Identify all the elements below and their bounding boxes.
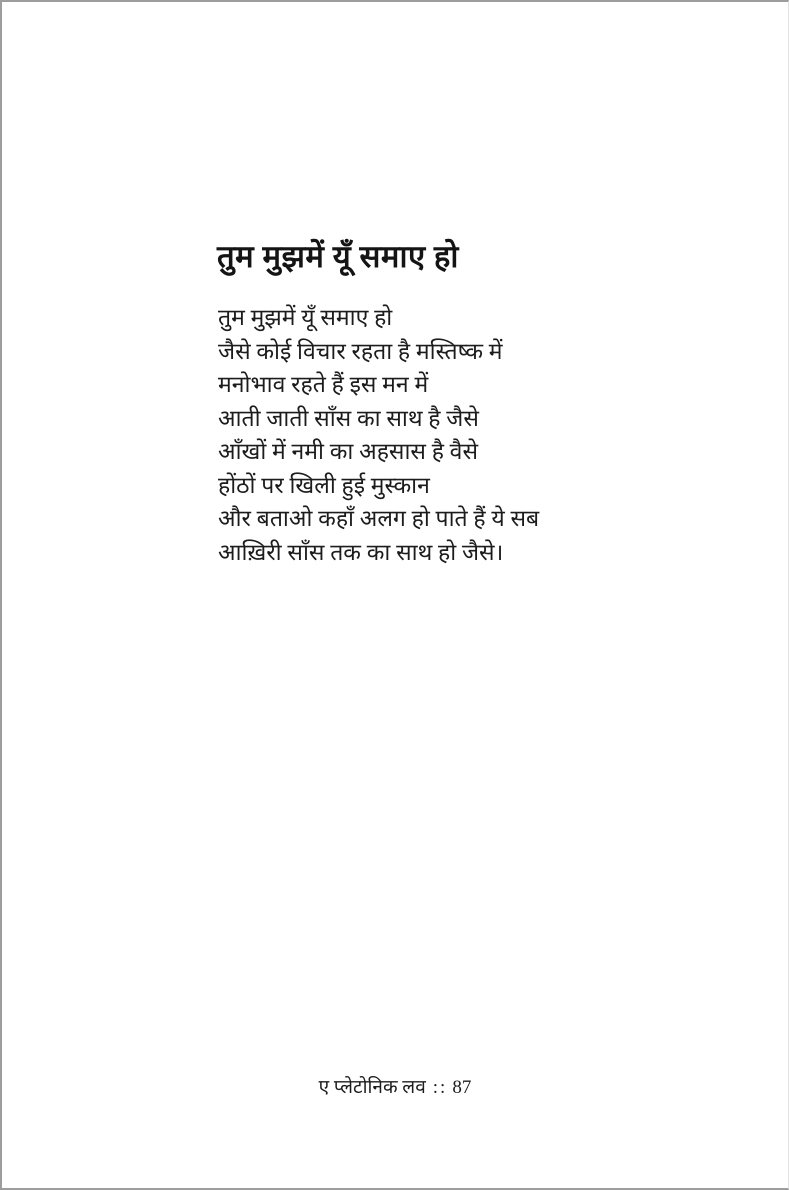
- page-footer: [2, 1073, 788, 1099]
- poem-body: [218, 301, 539, 569]
- poem-line: आती जाती साँस का साथ है जैसे: [218, 405, 479, 431]
- poem-line: जैसे कोई विचार रहता है मस्तिष्क में: [218, 338, 503, 364]
- poem-line: और बताओ कहाँ अलग हो पाते हैं ये सब: [218, 506, 540, 531]
- poem-line: आख़िरी साँस तक का साथ हो जैसे।: [218, 539, 504, 565]
- poem-line: आँखों में नमी का अहसास है वैसे: [218, 439, 479, 464]
- poem-title: तुम मुझमें यूँ समाए हो: [217, 239, 459, 274]
- poem-line: मनोभाव रहते हैं इस मन में: [218, 372, 429, 397]
- footer-page-number: 87: [452, 1077, 472, 1098]
- poem-line: तुम मुझमें यूँ समाए हो: [218, 305, 393, 330]
- footer-book-title: ए प्लेटोनिक लव: [318, 1077, 426, 1098]
- poem-line: होंठों पर खिली हुई मुस्कान: [218, 472, 430, 498]
- footer-separator: ::: [432, 1077, 448, 1098]
